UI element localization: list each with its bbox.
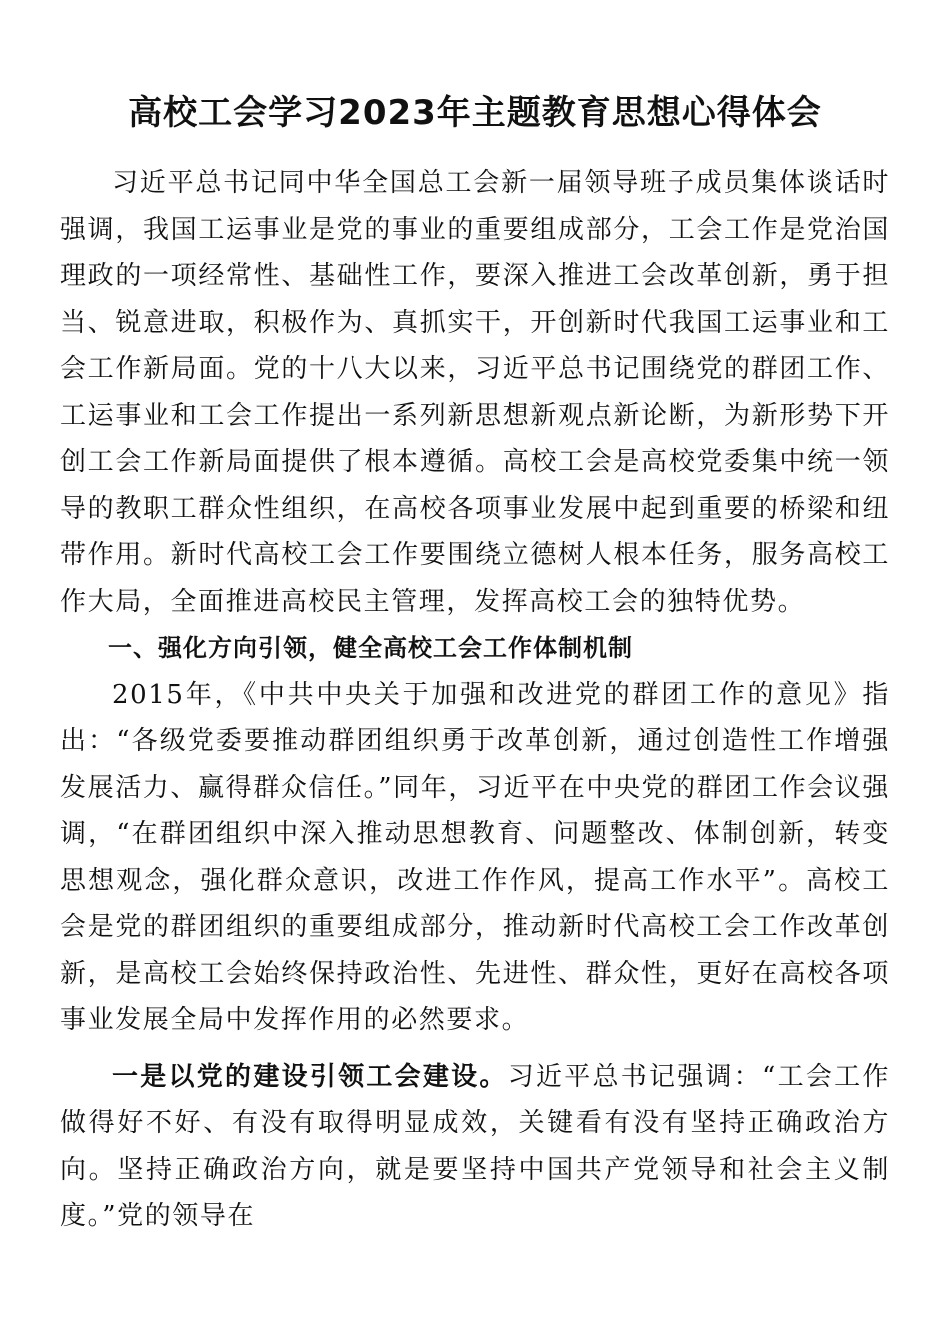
document-page [60, 80, 890, 1240]
point-text: 习近平总书记强调：“工会工作做得好不好、有没有取得明显成效，关键看有没有坚持正确政治方向。坚持正确政治方向，就是要坚持中国共产党领导和社会主义制度。”党的领导在 [60, 1061, 890, 1231]
section-paragraph: 2015年，《中共中央关于加强和改进党的群团工作的意见》指出：“各级党委要推动群团组织勇于改革创新，通过创造性工作增强发展活力、赢得群众信任。”同年，习近平在中央党的群团工作会议强调，“在群团组织中深入推动思想教育、问题整改、体制创新，转变思想观念，强化群众意识，改进工作作风，提高工作水平”。高校工会是党的群团组织的重要组成部分，推动新时代高校工会工作改革创新，是高校工会始终保持政治性、先进性、群众性，更好在高校各项事业发展全局中发挥作用的必然要求。 [60, 679, 890, 1035]
document-body [60, 160, 890, 1240]
section-heading: 一、强化方向引领，健全高校工会工作体制机制 [108, 634, 633, 662]
intro-paragraph: 习近平总书记同中华全国总工会新一届领导班子成员集体谈话时强调，我国工运事业是党的事业的重要组成部分，工会工作是党治国理政的一项经常性、基础性工作，要深入推进工会改革创新，勇于担当、锐意进取，积极作为、真抓实干，开创新时代我国工运事业和工会工作新局面。党的十八大以来，习近平总书记围绕党的群团工作、工运事业和工会工作提出一系列新思想新观点新论断，为新形势下开创工会工作新局面提供了根本遵循。高校工会是高校党委集中统一领导的教职工群众性组织，在高校各项事业发展中起到重要的桥梁和纽带作用。新时代高校工会工作要围绕立德树人根本任务，服务高校工作大局，全面推进高校民主管理，发挥高校工会的独特优势。 [60, 168, 890, 617]
document-title: 高校工会学习2023年主题教育思想心得体会 [128, 93, 822, 133]
point-paragraph [60, 1054, 890, 1240]
point-lead: 一是以党的建设引领工会建设。 [112, 1061, 508, 1092]
